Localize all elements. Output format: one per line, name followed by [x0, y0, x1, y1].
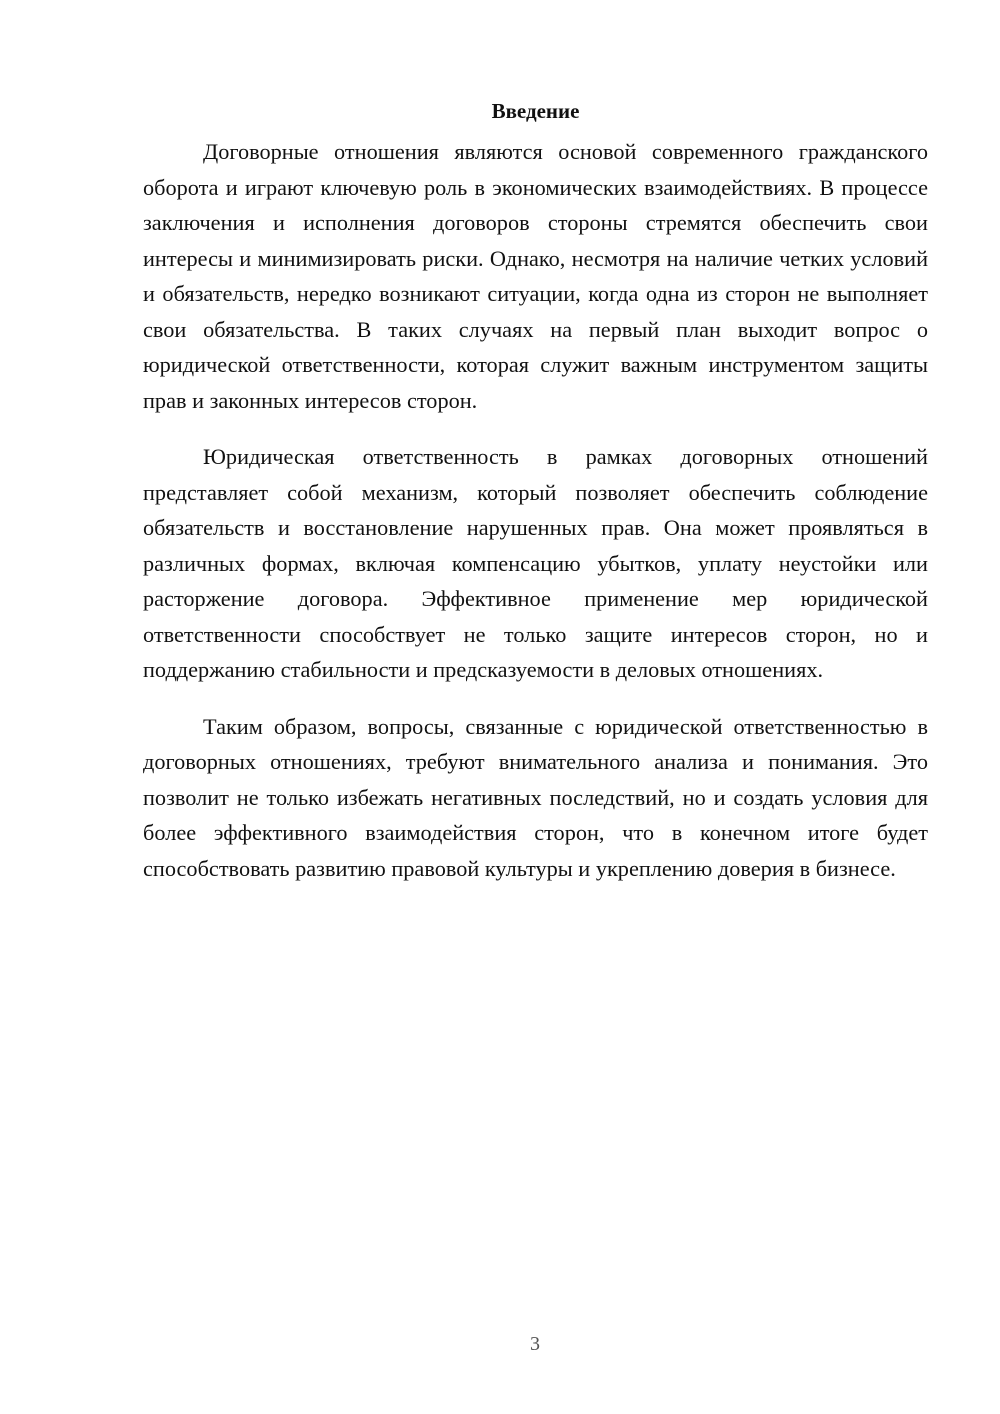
paragraph: Юридическая ответственность в рамках договорных отношений представляет собой механизм, который позволяет обеспечить соблюдение обязательств и восстановление нарушенных прав. Она может проявляться в различных формах, включая компенсацию убытков, уплату неустойки или расторжение договора. Эффективное применение мер юридической ответственности способствует не только защите интересов сторон, но и поддержанию стабильности и предсказуемости в деловых отношениях. — [143, 444, 928, 682]
paragraph: Договорные отношения являются основой современного гражданского оборота и играют ключевую роль в экономических взаимодействиях. В процессе заключения и исполнения договоров стороны стремятся обеспечить свои интересы и минимизировать риски. Однако, несмотря на наличие четких условий и обязательств, нередко возникают ситуации, когда одна из сторон не выполняет свои обязательства. В таких случаях на первый план выходит вопрос о юридической ответственности, которая служит важным инструментом защиты прав и законных интересов сторон. — [143, 139, 928, 413]
section-title: Введение — [491, 99, 580, 123]
page-content — [143, 94, 928, 886]
page-number: 3 — [530, 1333, 540, 1355]
paragraph: Таким образом, вопросы, связанные с юридической ответственностью в договорных отношениях, требуют внимательного анализа и понимания. Это позволит не только избежать негативных последствий, но и создать условия для более эффективного взаимодействия сторон, что в конечном итоге будет способствовать развитию правовой культуры и укреплению доверия в бизнесе. — [143, 713, 928, 881]
